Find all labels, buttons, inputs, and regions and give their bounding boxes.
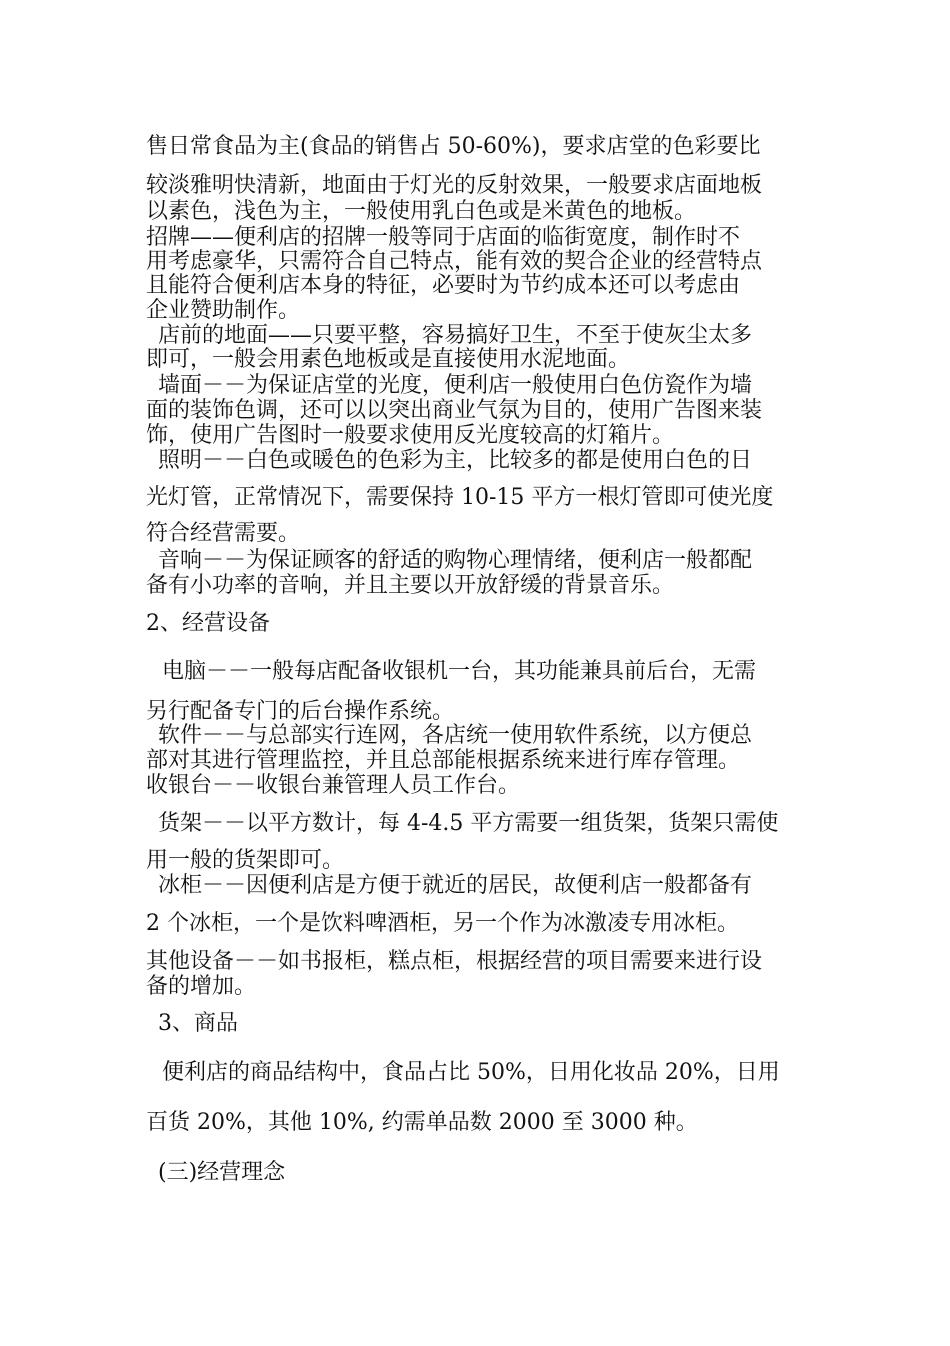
paragraph-line: 音响－－为保证顾客的舒适的购物心理情绪，便利店一般都配 [158, 548, 753, 573]
paragraph-line: 光灯管，正常情况下，需要保持 10-15 平方一根灯管即可使光度 [146, 485, 774, 510]
paragraph-line: 符合经营需要。 [146, 521, 301, 546]
paragraph-line: 货架－－以平方数计，每 4-4.5 平方需要一组货架，货架只需使 [158, 811, 779, 836]
paragraph-line: 另行配备专门的后台操作系统。 [146, 699, 455, 724]
paragraph-line: 冰柜－－因便利店是方便于就近的居民，故便利店一般都备有 [158, 873, 753, 898]
section-heading: 2、经营设备 [146, 611, 270, 636]
paragraph-line: 部对其进行管理监控，并且总部能根据系统来进行库存管理。 [146, 748, 741, 773]
paragraph-line: 以素色，浅色为主，一般使用乳白色或是米黄色的地板。 [146, 199, 697, 224]
paragraph-line: 售日常食品为主(食品的销售占 50-60%)，要求店堂的色彩要比 [146, 134, 761, 159]
paragraph-line: 招牌——便利店的招牌一般等同于店面的临街宽度，制作时不 [146, 225, 741, 250]
paragraph-line: 较淡雅明快清新，地面由于灯光的反射效果，一般要求店面地板 [146, 173, 763, 198]
paragraph-line: 即可，一般会用素色地板或是直接使用水泥地面。 [146, 347, 631, 372]
paragraph-line: 照明－－白色或暖色的色彩为主，比较多的都是使用白色的日 [158, 448, 753, 473]
paragraph-line: 且能符合便利店本身的特征，必要时为节约成本还可以考虑由 [146, 273, 741, 298]
paragraph-line: 百货 20%，其他 10%, 约需单品数 2000 至 3000 种。 [146, 1110, 698, 1135]
paragraph-line: 店前的地面——只要平整，容易搞好卫生，不至于使灰尘太多 [158, 323, 753, 348]
paragraph-line: 软件－－与总部实行连网，各店统一使用软件系统，以方便总 [158, 723, 753, 748]
paragraph-line: 备有小功率的音响，并且主要以开放舒缓的背景音乐。 [146, 573, 675, 598]
paragraph-line: 便利店的商品结构中，食品占比 50%，日用化妆品 20%，日用 [162, 1060, 780, 1085]
section-heading: 3、商品 [158, 1011, 238, 1036]
paragraph-line: 备的增加。 [146, 974, 257, 999]
paragraph-line: 收银台－－收银台兼管理人员工作台。 [146, 773, 521, 798]
paragraph-line: 饰，使用广告图时一般要求使用反光度较高的灯箱片。 [146, 423, 675, 448]
paragraph-line: 企业赞助制作。 [146, 298, 301, 323]
paragraph-line: 2 个冰柜，一个是饮料啤酒柜，另一个作为冰激凌专用冰柜。 [146, 911, 739, 936]
paragraph-line: 用一般的货架即可。 [146, 848, 345, 873]
section-heading: (三)经营理念 [158, 1160, 286, 1185]
paragraph-line: 用考虑豪华，只需符合自己特点，能有效的契合企业的经营特点 [146, 249, 763, 274]
paragraph-line: 面的装饰色调，还可以以突出商业气氛为目的，使用广告图来装 [146, 398, 763, 423]
paragraph-line: 电脑－－一般每店配备收银机一台，其功能兼具前后台，无需 [162, 659, 757, 684]
paragraph-line: 墙面－－为保证店堂的光度，便利店一般使用白色仿瓷作为墙 [158, 373, 753, 398]
paragraph-line: 其他设备－－如书报柜，糕点柜，根据经营的项目需要来进行设 [146, 949, 763, 974]
